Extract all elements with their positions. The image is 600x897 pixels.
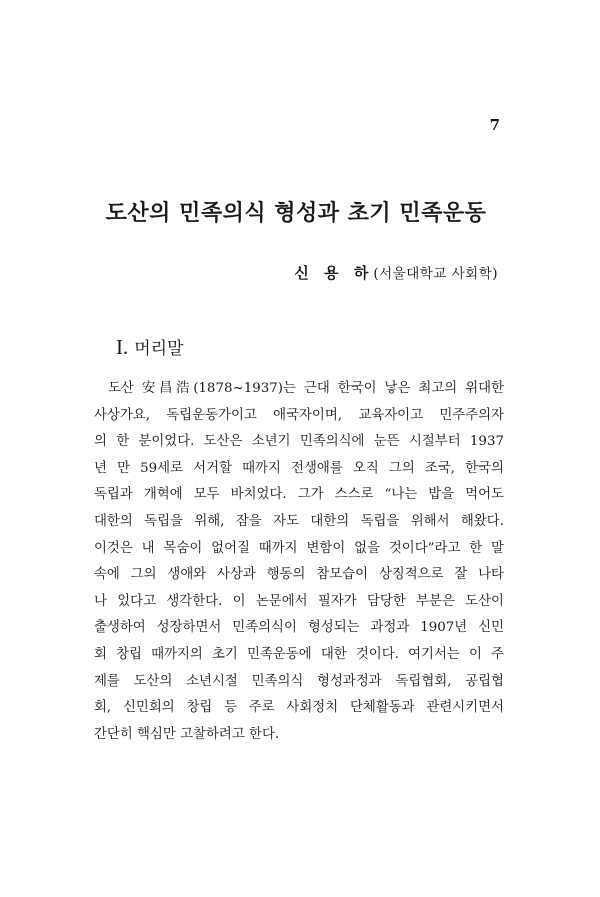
paragraph-line: 독립과 개혁에 모두 바치었다. 그가 스스로 “나는 밥을 먹어도 [94,487,504,503]
paragraph-line: 의 한 분이었다. 도산은 소년기 민족의식에 눈뜬 시절부터 1937 [94,434,504,450]
paragraph-line: 사상가요, 독립운동가이고 애국자이며, 교육자이고 민주주의자 [94,407,504,423]
section-title: 머리말 [134,339,184,359]
article-title: 도산의 민족의식 형성과 초기 민족운동 [105,201,487,226]
paragraph-line: 제를 도산의 소년시절 민족의식 형성과정과 독립협회, 공립협 [94,673,504,689]
paragraph-line: 회, 신민회의 창립 등 주로 사회정치 단체활동과 관련시키면서 [94,700,504,716]
page-number: 7 [489,116,500,134]
paragraph-line: 회 창립 때까지의 초기 민족운동에 대한 것이다. 여기서는 이 주 [94,646,504,662]
paragraph-line: 속에 그의 생애와 사상과 행동의 참모습이 상징적으로 잘 나타 [94,567,504,583]
section-heading [116,334,184,360]
paragraph-line: 간단히 핵심만 고찰하려고 한다. [94,726,280,742]
body-paragraph [94,376,504,748]
paragraph-line: 대한의 독립을 위해, 잠을 자도 대한의 독립을 위해서 해왔다. [94,513,504,529]
author-affiliation: (서울대학교 사회학) [373,266,498,282]
author-line [220,262,498,283]
paragraph-line: 출생하여 성장하면서 민족의식이 형성되는 과정과 1907년 신민 [94,620,504,636]
author-name: 신 용 하 [294,264,374,282]
section-number: I. [116,335,129,359]
paragraph-line: 년 만 59세로 서거할 때까지 전생애를 오직 그의 조국, 한국의 [94,460,504,476]
paragraph-line: 이것은 내 목숨이 없어질 때까지 변함이 없을 것이다”라고 한 말 [94,540,504,556]
paragraph-line: 나 있다고 생각한다. 이 논문에서 필자가 담당한 부분은 도산이 [94,593,504,609]
paragraph-line: 도산 安昌浩(1878~1937)는 근대 한국이 낳은 최고의 위대한 [108,381,504,396]
